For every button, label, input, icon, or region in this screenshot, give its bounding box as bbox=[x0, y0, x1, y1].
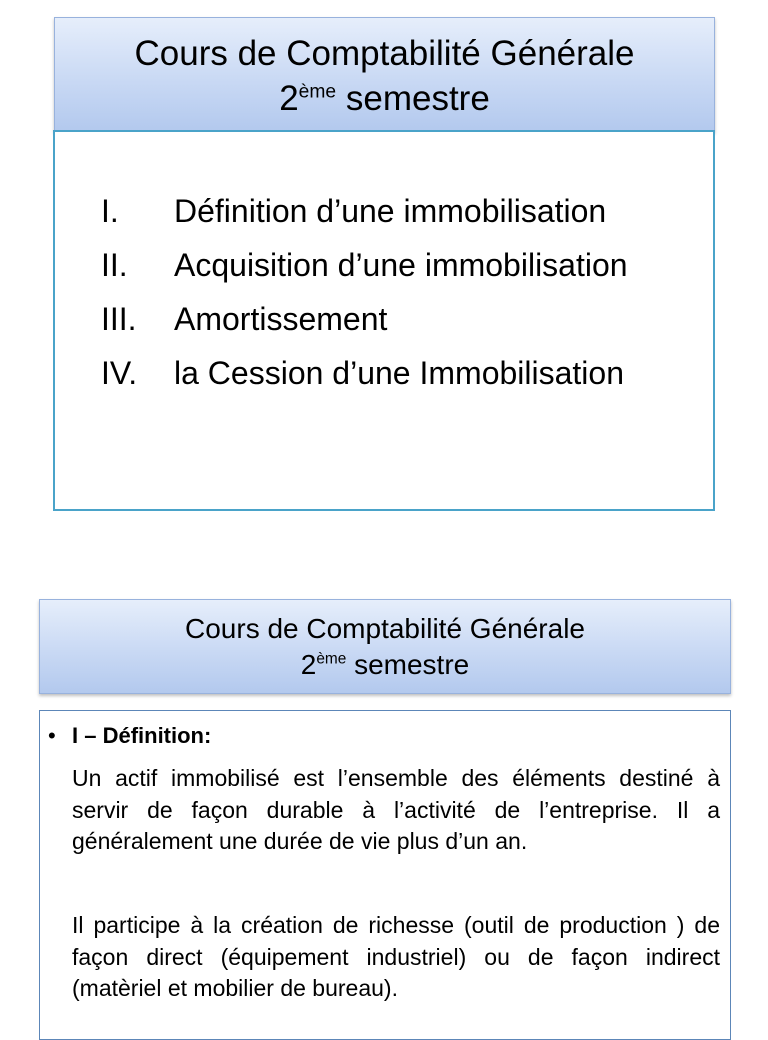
slide1-title-word: semestre bbox=[345, 79, 490, 118]
slide2-title-line2 bbox=[40, 647, 730, 683]
section-heading: I – Définition: bbox=[72, 723, 212, 748]
toc-item bbox=[101, 346, 628, 400]
definition-paragraph-2: Il participe à la création de richesse (outil de production ) de façon direct (équipement industriel) ou de façon indirect (matèriel et mobilier de bureau). bbox=[72, 912, 720, 1001]
slide1-title-line2 bbox=[55, 76, 714, 121]
slide1-title-line1: Cours de Comptabilité Générale bbox=[134, 34, 635, 73]
toc-item-label: Acquisition d’une immobilisation bbox=[174, 247, 628, 283]
toc-item-number: II. bbox=[101, 247, 128, 283]
definition-heading bbox=[48, 721, 211, 751]
table-of-contents bbox=[101, 184, 628, 400]
definition-paragraph-1: Un actif immobilisé est l’ensemble des éléments destiné à servir de façon durable à l’activité de l’entreprise. Il a généralement une durée de vie plus d’un an. bbox=[72, 765, 720, 854]
toc-item-number: I. bbox=[101, 193, 119, 229]
slide1-title-box bbox=[54, 17, 715, 132]
slide2-title-word: semestre bbox=[354, 649, 470, 680]
slide1-title-superscript: ème bbox=[298, 81, 337, 103]
toc-item bbox=[101, 292, 628, 346]
toc-item-label: Amortissement bbox=[174, 301, 388, 337]
slide2-title-superscript: ème bbox=[316, 650, 347, 668]
slide2-content-box bbox=[39, 710, 731, 1040]
toc-item bbox=[101, 238, 628, 292]
slide1-content-box bbox=[53, 130, 715, 511]
toc-item-number: III. bbox=[101, 301, 137, 337]
toc-item-label: Définition d’une immobilisation bbox=[174, 193, 607, 229]
slide2-title-line1: Cours de Comptabilité Générale bbox=[185, 613, 585, 644]
slide1-title-number: 2 bbox=[279, 79, 299, 118]
toc-item bbox=[101, 184, 628, 238]
slide2-title-box bbox=[39, 599, 731, 694]
toc-item-label: la Cession d’une Immobilisation bbox=[174, 355, 624, 391]
slide2-title-number: 2 bbox=[300, 649, 317, 680]
toc-item-number: IV. bbox=[101, 355, 138, 391]
bullet-point: • bbox=[48, 723, 56, 748]
